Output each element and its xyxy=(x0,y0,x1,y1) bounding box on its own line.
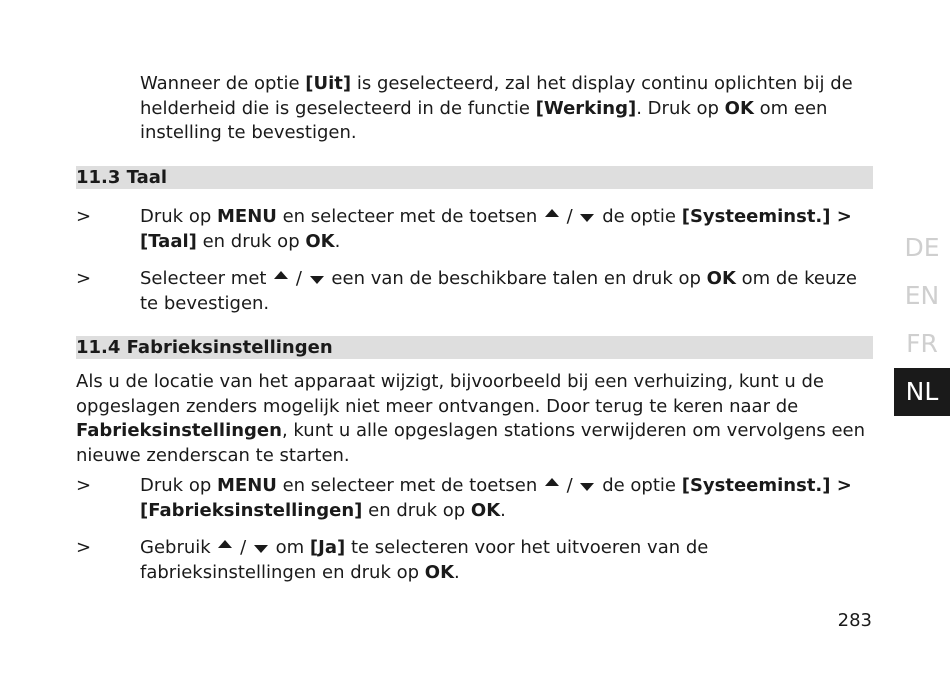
menu-key: MENU xyxy=(216,206,277,227)
ok-key: OK xyxy=(305,230,335,252)
step-marker: > xyxy=(76,268,92,289)
intro-text: is geselecteerd, zal het display continu oplichten bij de helderheid die is geselecteerd in de functie xyxy=(140,73,853,119)
language-tab-nl[interactable]: NL xyxy=(894,368,950,416)
arrow-down-icon xyxy=(254,545,268,553)
step-text: Selecteer met / een van de beschikbare talen en druk op OK om de keuze te bevestigen. xyxy=(140,268,857,314)
arrow-up-icon xyxy=(545,209,559,217)
arrow-down-icon xyxy=(580,214,594,222)
step-text: Gebruik / om [Ja] te selecteren voor het uitvoeren van de fabrieksinstellingen en druk op OK. xyxy=(140,537,709,583)
menu-path: [Systeeminst.] > [Taal] xyxy=(140,206,852,252)
intro-paragraph xyxy=(140,72,875,146)
intro-text: om een instelling te bevestigen. xyxy=(140,97,828,143)
menu-key: MENU xyxy=(216,475,277,496)
arrow-up-icon xyxy=(218,540,232,548)
menu-path: [Systeeminst.] > [Fabrieksinstellingen] xyxy=(140,475,852,521)
option-ja: [Ja] xyxy=(309,537,346,558)
step-marker: > xyxy=(76,537,92,558)
step-marker: > xyxy=(76,206,92,227)
ok-key: OK xyxy=(706,268,736,289)
page-number: 283 xyxy=(837,610,872,631)
option-werking: [Werking] xyxy=(535,97,637,119)
step-text: Druk op MENU en selecteer met de toetsen / de optie [Systeeminst.] > [Taal] en druk op OK. xyxy=(140,206,852,252)
ok-key: OK xyxy=(724,97,754,119)
language-tab-de[interactable]: DE xyxy=(894,224,950,272)
step-marker: > xyxy=(76,475,92,496)
fabrieksinstellingen-term: Fabrieksinstellingen xyxy=(76,420,282,441)
option-uit: [Uit] xyxy=(305,73,352,94)
ok-key: OK xyxy=(424,561,455,583)
language-tab-fr[interactable]: FR xyxy=(894,320,950,368)
section-heading-taal: 11.3 Taal xyxy=(76,166,873,189)
arrow-up-icon xyxy=(545,478,559,486)
ok-key: OK xyxy=(470,499,501,521)
arrow-up-icon xyxy=(274,271,288,279)
language-tab-en[interactable]: EN xyxy=(894,272,950,320)
step-text: Druk op MENU en selecteer met de toetsen / de optie [Systeeminst.] > [Fabrieksinstellingen] en druk op OK. xyxy=(140,475,852,521)
intro-text: . Druk op xyxy=(636,97,725,119)
fabriek-paragraph: Als u de locatie van het apparaat wijzigt, bijvoorbeeld bij een verhuizing, kunt u de opgeslagen zenders mogelijk niet meer ontvangen. Door terug te keren naar de Fabrieksinstellingen, kunt u alle opgeslagen stations verwijderen om vervolgens een nieuwe zenderscan te starten. xyxy=(76,371,866,466)
arrow-down-icon xyxy=(310,276,324,284)
section-heading-fabrieksinstellingen: 11.4 Fabrieksinstellingen xyxy=(76,336,873,359)
language-tabs xyxy=(894,224,950,416)
intro-text: Wanneer de optie xyxy=(140,73,306,94)
arrow-down-icon xyxy=(580,483,594,491)
